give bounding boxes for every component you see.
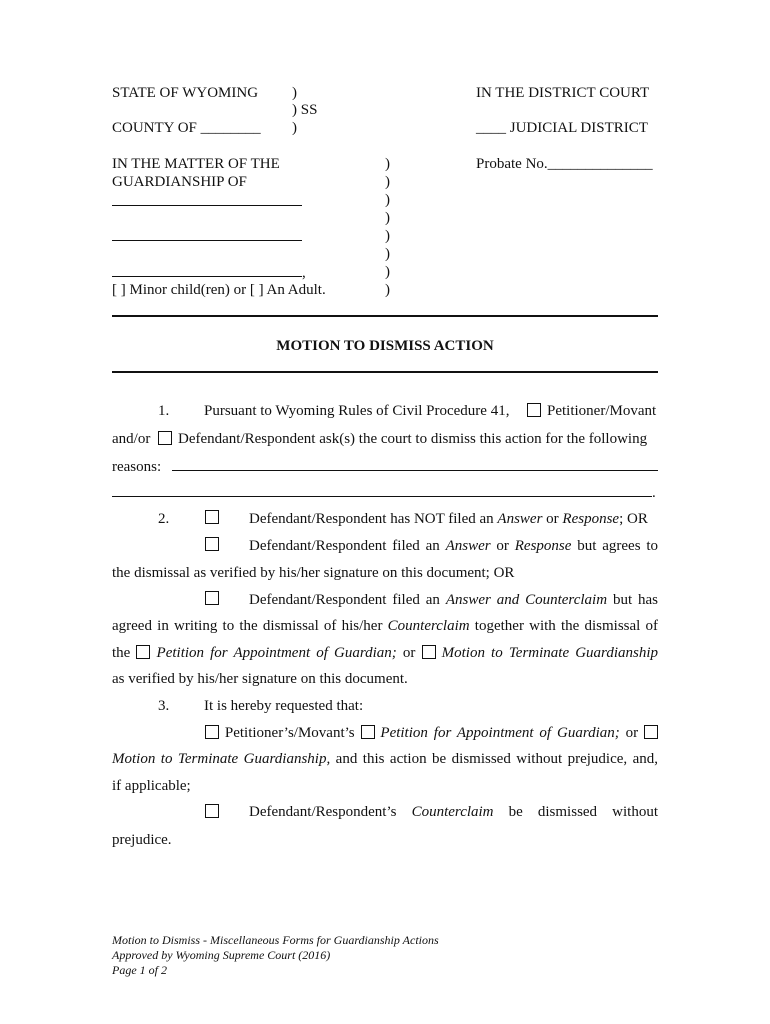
- motion-terminate-request-checkbox[interactable]: [644, 725, 658, 739]
- para2-number: 2.: [158, 511, 170, 527]
- request-counterclaim: Defendant/Respondent’s Counterclaim be dismissed without: [249, 804, 659, 820]
- caption-paren: ): [292, 85, 297, 101]
- option-counterclaim-end: as verified by his/her signature on this document.: [112, 671, 408, 687]
- para3-number: 3.: [158, 698, 170, 714]
- caption-paren: ): [385, 264, 390, 280]
- para1-text: Defendant/Respondent ask(s) the court to dismiss this action for the following: [178, 431, 648, 447]
- request-petition: Petitioner’s/Movant’s Petition for Appointment of Guardian; or: [205, 724, 658, 742]
- counterclaim-checkbox[interactable]: [205, 591, 219, 605]
- title-rule-bottom: [112, 371, 658, 373]
- option-counterclaim: Defendant/Respondent filed an Answer and Counterclaim but has: [249, 592, 659, 608]
- filed-agrees-checkbox[interactable]: [205, 537, 219, 551]
- footer-form-title: Motion to Dismiss - Miscellaneous Forms for Guardianship Actions: [112, 933, 439, 947]
- petitioner-label: Petitioner/Movant: [547, 403, 657, 419]
- option-filed-agrees: Defendant/Respondent filed an Answer or Response but agrees to: [249, 538, 659, 554]
- matter-line1: IN THE MATTER OF THE: [112, 156, 280, 172]
- not-filed-checkbox[interactable]: [205, 510, 219, 524]
- matter-line2: GUARDIANSHIP OF: [112, 174, 247, 190]
- name-comma: ,: [302, 265, 306, 281]
- name-line-1[interactable]: [112, 205, 302, 206]
- request-petition-cont: Motion to Terminate Guardianship, and this action be dismissed without prejudice, and,: [112, 751, 658, 767]
- ss-label: ) SS: [292, 102, 318, 118]
- defendant-checkbox[interactable]: [158, 431, 172, 445]
- para3-intro: It is hereby requested that:: [204, 698, 364, 714]
- state-label: STATE OF WYOMING: [112, 85, 259, 101]
- para1-number: 1.: [158, 403, 170, 419]
- caption-paren: ): [385, 282, 390, 298]
- option-counterclaim-cont: the Petition for Appointment of Guardian; or Motion to Terminate Guardianship: [112, 645, 659, 661]
- option-counterclaim-cont: agreed in writing to the dismissal of his/her Counterclaim together with the dismissal of: [112, 618, 659, 634]
- county-field[interactable]: COUNTY OF ________: [112, 120, 261, 136]
- reasons-line-2[interactable]: [112, 496, 652, 497]
- caption-paren: ): [292, 120, 297, 136]
- para1-andor: and/or: [112, 431, 151, 447]
- title-rule-top: [112, 315, 658, 317]
- caption-paren: ): [385, 174, 390, 190]
- caption-paren: ): [385, 192, 390, 208]
- reasons-period: .: [652, 485, 656, 501]
- judicial-district-field[interactable]: ____ JUDICIAL DISTRICT: [476, 120, 648, 136]
- petition-appointment-checkbox[interactable]: [136, 645, 150, 659]
- option-not-filed: Defendant/Respondent has NOT filed an Answer or Response; OR: [249, 511, 648, 527]
- petitioner-checkbox[interactable]: [527, 403, 541, 417]
- name-line-3[interactable]: [112, 276, 302, 277]
- caption-paren: ): [385, 210, 390, 226]
- court-label: IN THE DISTRICT COURT: [476, 85, 650, 101]
- para1-text: Pursuant to Wyoming Rules of Civil Procedure 41,: [204, 403, 510, 419]
- footer-page-number: Page 1 of 2: [112, 963, 167, 977]
- footer-approval: Approved by Wyoming Supreme Court (2016): [112, 948, 331, 962]
- defendant-counterclaim-checkbox[interactable]: [205, 804, 219, 818]
- name-line-2[interactable]: [112, 240, 302, 241]
- document-title: MOTION TO DISMISS ACTION: [276, 338, 494, 354]
- petition-appointment-request-checkbox[interactable]: [361, 725, 375, 739]
- petitioner-movant-checkbox[interactable]: [205, 725, 219, 739]
- probate-number-field[interactable]: Probate No.______________: [476, 156, 653, 172]
- caption-paren: ): [385, 228, 390, 244]
- caption-paren: ): [385, 156, 390, 172]
- option-filed-agrees-cont: the dismissal as verified by his/her signature on this document; OR: [112, 565, 515, 581]
- reasons-line-1[interactable]: [172, 470, 658, 471]
- request-counterclaim-end: prejudice.: [112, 832, 172, 848]
- request-petition-cont: if applicable;: [112, 778, 191, 794]
- reasons-label: reasons:: [112, 459, 162, 475]
- minor-adult-option[interactable]: [ ] Minor child(ren) or [ ] An Adult.: [112, 282, 326, 298]
- motion-terminate-checkbox[interactable]: [422, 645, 436, 659]
- caption-paren: ): [385, 246, 390, 262]
